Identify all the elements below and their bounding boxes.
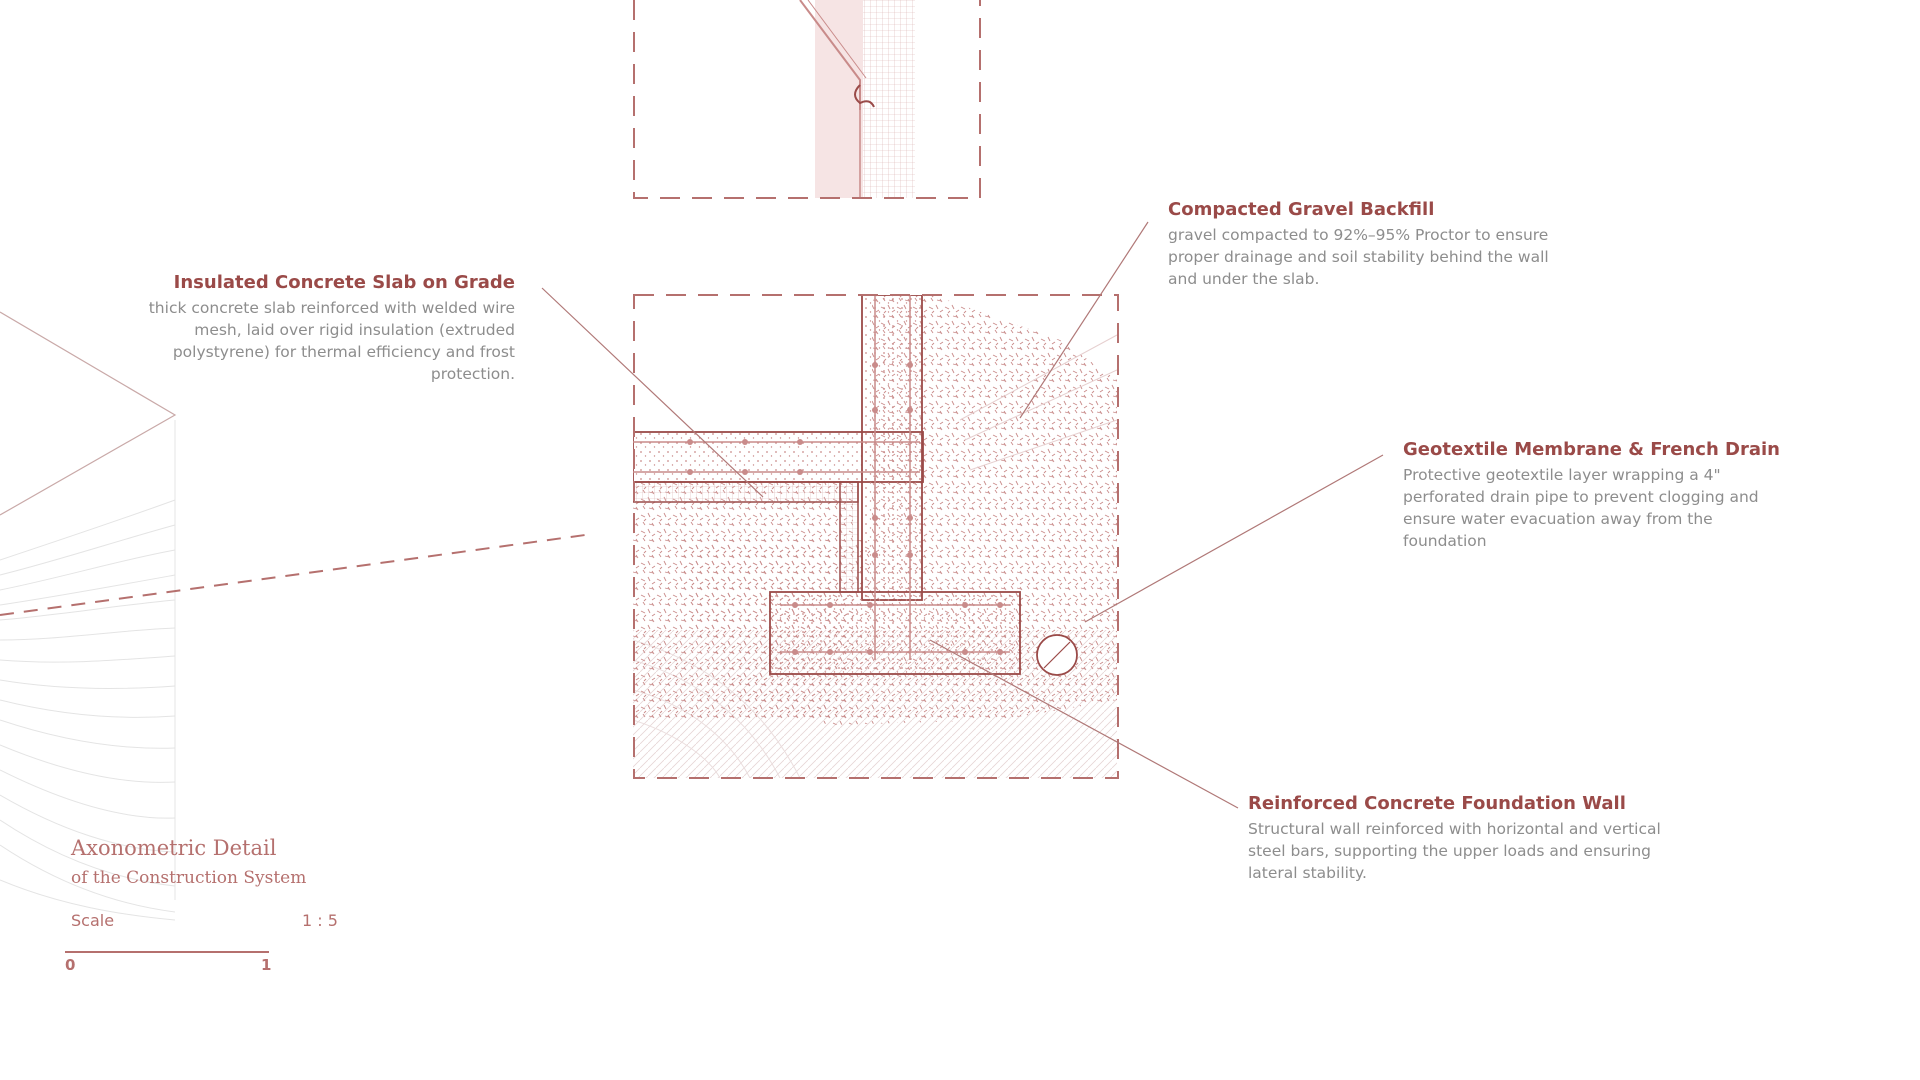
- callout-slab: [130, 272, 515, 385]
- callout-wall-title: Reinforced Concrete Foundation Wall: [1248, 793, 1626, 814]
- foundation-detail: [633, 295, 1117, 780]
- scale-start: 0: [65, 956, 76, 974]
- callout-drain: [1403, 439, 1780, 552]
- callout-wall: [1248, 793, 1668, 884]
- title-block: [71, 836, 306, 888]
- scale-end: 1: [261, 956, 272, 974]
- callout-drain-body: Protective geotextile layer wrapping a 4" perforated drain pipe to prevent clogging and ensure water evacuation away from the foundation: [1403, 466, 1759, 550]
- drawing-title: Axonometric Detail: [71, 836, 277, 860]
- scale-value: 1 : 5: [302, 911, 338, 930]
- section-cut-line: [0, 535, 585, 615]
- callout-drain-title: Geotextile Membrane & French Drain: [1403, 439, 1780, 460]
- callout-gravel-title: Compacted Gravel Backfill: [1168, 199, 1435, 220]
- callout-slab-body: thick concrete slab reinforced with welded wire mesh, laid over rigid insulation (extruded polystyrene) for thermal efficiency and frost protection.: [148, 299, 515, 383]
- callout-slab-title: Insulated Concrete Slab on Grade: [173, 272, 515, 293]
- upper-detail-frame: [634, 0, 980, 198]
- callout-wall-body: Structural wall reinforced with horizontal and vertical steel bars, supporting the upper loads and ensuring lateral stability.: [1248, 820, 1661, 882]
- callout-gravel-body: gravel compacted to 92%–95% Proctor to ensure proper drainage and soil stability behind the wall and under the slab.: [1168, 226, 1549, 288]
- scale-bar: [65, 951, 269, 953]
- drawing-subtitle: of the Construction System: [71, 868, 307, 888]
- upper-detail: [800, 0, 915, 198]
- scale-label: Scale: [71, 911, 115, 930]
- callout-gravel: [1168, 199, 1563, 290]
